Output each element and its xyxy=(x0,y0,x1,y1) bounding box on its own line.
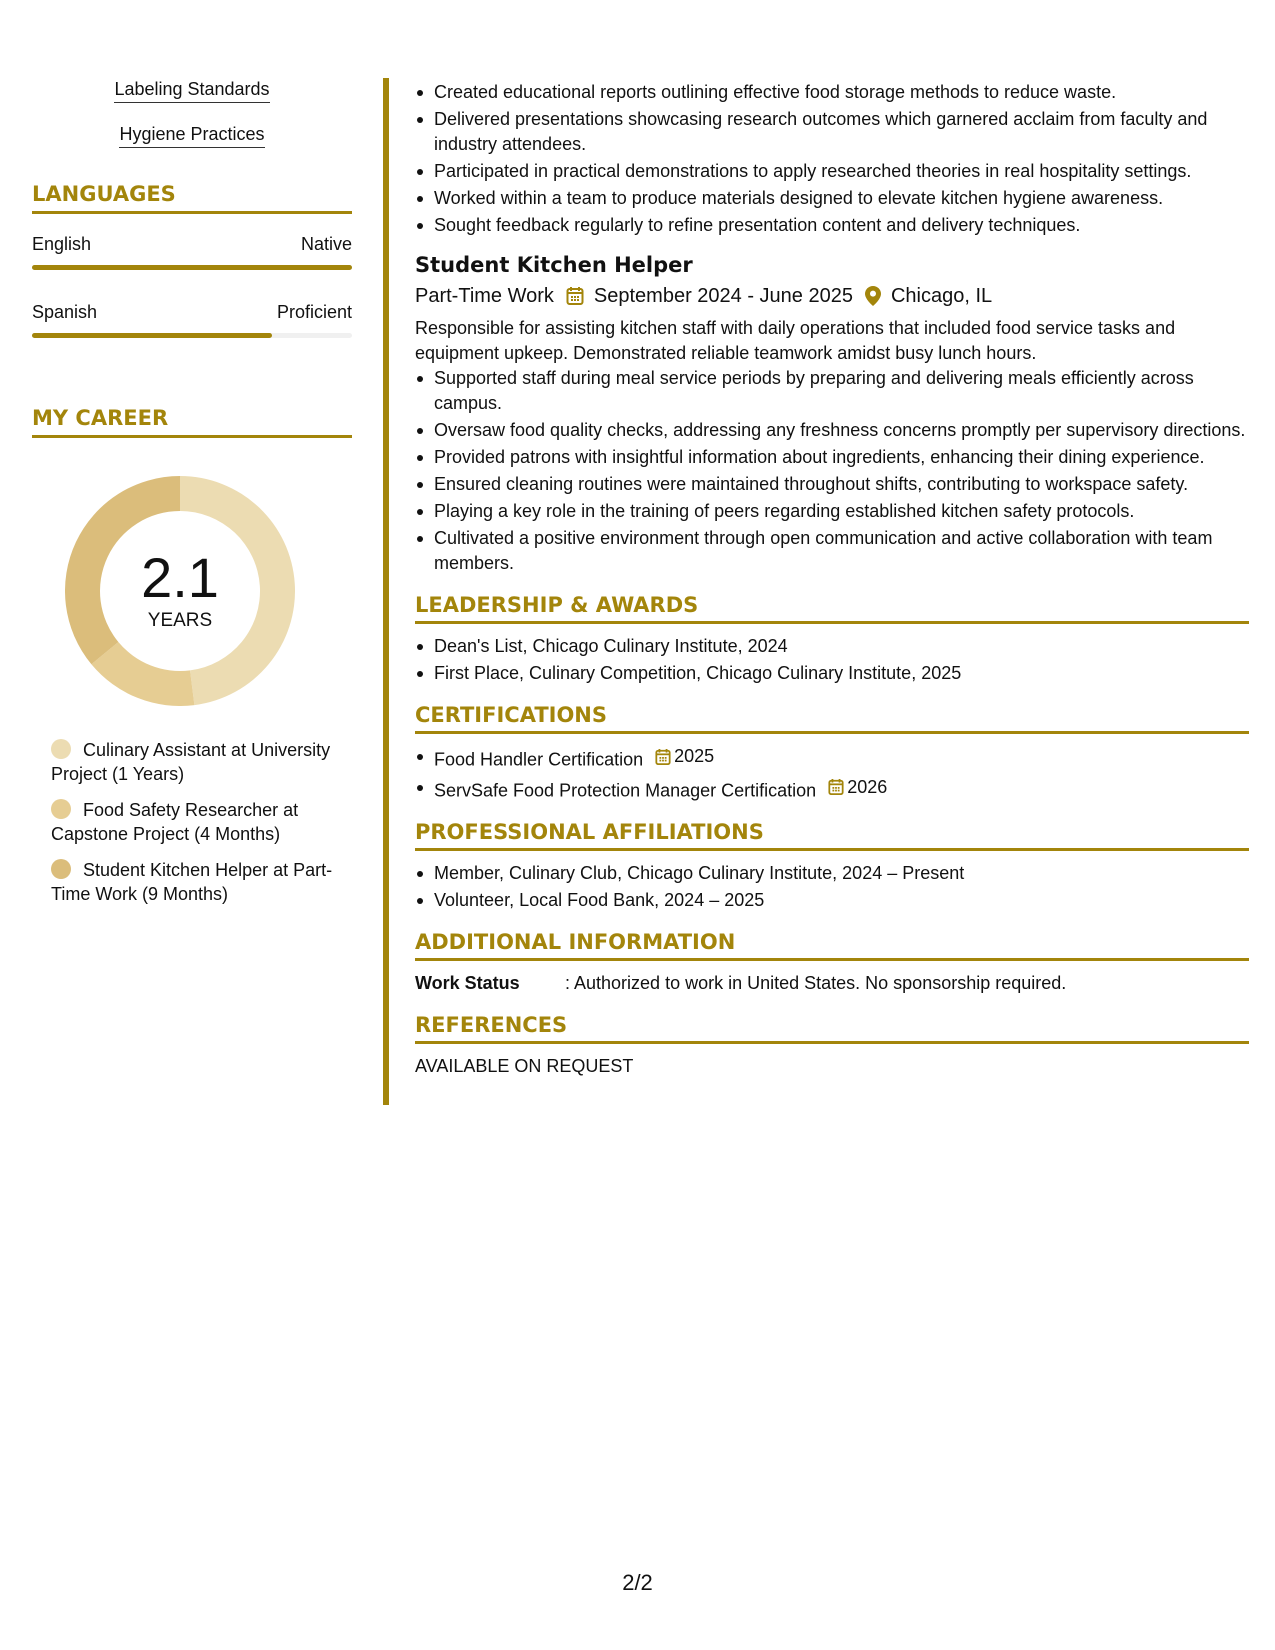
list-item: Dean's List, Chicago Culinary Institute, 2024 xyxy=(415,634,1249,659)
list-item: First Place, Culinary Competition, Chicago Culinary Institute, 2025 xyxy=(415,661,1249,686)
calendar-icon xyxy=(828,778,844,796)
page-number: 2/2 xyxy=(622,1570,653,1595)
job-title: Student Kitchen Helper xyxy=(415,253,693,277)
legend-item xyxy=(51,738,352,786)
skill-item xyxy=(32,123,352,148)
career-total-unit: YEARS xyxy=(147,610,213,631)
language-bar xyxy=(32,265,352,270)
leadership-heading: LEADERSHIP & AWARDS xyxy=(415,593,1249,624)
references-section xyxy=(415,1013,1249,1079)
list-item: Volunteer, Local Food Bank, 2024 – 2025 xyxy=(415,888,1249,913)
certifications-heading: CERTIFICATIONS xyxy=(415,703,1249,734)
legend-label: Culinary Assistant at University Project (1 Years) xyxy=(51,740,331,784)
language-row xyxy=(32,300,352,338)
map-pin-icon xyxy=(865,286,881,306)
language-bar xyxy=(32,333,352,338)
certifications-section xyxy=(415,703,1249,803)
list-item: Participated in practical demonstrations to apply researched theories in real hospitality settings. xyxy=(415,159,1249,184)
list-item: Worked within a team to produce materials designed to elevate kitchen hygiene awareness. xyxy=(415,186,1249,211)
job-bullets xyxy=(415,366,1249,576)
job-meta xyxy=(415,282,1249,310)
language-name: Spanish xyxy=(32,302,98,322)
list-item: Ensured cleaning routines were maintained throughout shifts, contributing to workspace safety. xyxy=(415,472,1249,497)
calendar-icon xyxy=(566,286,584,306)
certification-year: 2025 xyxy=(674,746,715,766)
job-location: Chicago, IL xyxy=(890,285,993,307)
list-item: Oversaw food quality checks, addressing any freshness concerns promptly per supervisory directions. xyxy=(415,418,1249,443)
skill-label: Labeling Standards xyxy=(114,78,269,103)
career-donut-chart xyxy=(65,476,295,706)
leadership-section xyxy=(415,593,1249,686)
legend-item xyxy=(51,858,352,906)
additional-info-heading: ADDITIONAL INFORMATION xyxy=(415,930,1249,961)
additional-info-section xyxy=(415,930,1249,996)
legend-item xyxy=(51,798,352,846)
language-level: Proficient xyxy=(276,302,352,322)
list-item xyxy=(415,775,1249,804)
languages-heading: LANGUAGES xyxy=(32,182,352,214)
previous-job-bullets xyxy=(415,80,1249,238)
list-item: Cultivated a positive environment through open communication and active collaboration with team members. xyxy=(415,526,1249,576)
affiliations-heading: PROFESSIONAL AFFILIATIONS xyxy=(415,820,1249,851)
list-item: Sought feedback regularly to refine presentation content and delivery techniques. xyxy=(415,213,1249,238)
list-item: Provided patrons with insightful information about ingredients, enhancing their dining experience. xyxy=(415,445,1249,470)
legend-dot xyxy=(51,799,71,819)
main-content xyxy=(415,80,1249,1079)
job-company: Part-Time Work xyxy=(415,285,554,307)
column-divider xyxy=(383,78,389,1105)
job-dates: September 2024 - June 2025 xyxy=(593,285,853,307)
sidebar xyxy=(32,78,352,918)
career-total-value: 2.1 xyxy=(141,546,219,609)
skill-label: Hygiene Practices xyxy=(119,123,264,148)
legend-label: Food Safety Researcher at Capstone Project (4 Months) xyxy=(51,800,299,844)
legend-dot xyxy=(51,859,71,879)
skill-item xyxy=(32,78,352,103)
certification-year: 2026 xyxy=(847,776,888,797)
certification-name: ServSafe Food Protection Manager Certification xyxy=(434,780,817,800)
legend-label: Student Kitchen Helper at Part-Time Work (9 Months) xyxy=(51,860,333,904)
list-item: Created educational reports outlining effective food storage methods to reduce waste. xyxy=(415,80,1249,105)
job-description: Responsible for assisting kitchen staff with daily operations that included food service tasks and equipment upkeep. Demonstrated reliable teamwork amidst busy lunch hours. xyxy=(415,318,1176,363)
language-bar-fill xyxy=(32,265,352,270)
info-label: Work Status xyxy=(415,973,520,993)
language-name: English xyxy=(32,234,92,254)
list-item: Supported staff during meal service periods by preparing and delivering meals efficiently across campus. xyxy=(415,366,1249,416)
references-text: AVAILABLE ON REQUEST xyxy=(415,1056,634,1076)
language-level: Native xyxy=(300,234,352,254)
calendar-icon xyxy=(655,748,671,766)
legend-dot xyxy=(51,739,71,759)
list-item: Member, Culinary Club, Chicago Culinary Institute, 2024 – Present xyxy=(415,861,1249,886)
list-item: Delivered presentations showcasing research outcomes which garnered acclaim from faculty and industry attendees. xyxy=(415,107,1249,157)
career-legend xyxy=(51,738,352,906)
career-heading: MY CAREER xyxy=(32,406,352,438)
references-heading: REFERENCES xyxy=(415,1013,1249,1044)
info-row xyxy=(415,971,1249,996)
list-item: Playing a key role in the training of peers regarding established kitchen safety protocols. xyxy=(415,499,1249,524)
certification-name: Food Handler Certification xyxy=(434,749,644,770)
info-value: : Authorized to work in United States. No sponsorship required. xyxy=(565,973,1067,993)
language-row xyxy=(32,232,352,270)
language-bar-fill xyxy=(32,333,272,338)
list-item xyxy=(415,744,1249,773)
affiliations-section xyxy=(415,820,1249,913)
